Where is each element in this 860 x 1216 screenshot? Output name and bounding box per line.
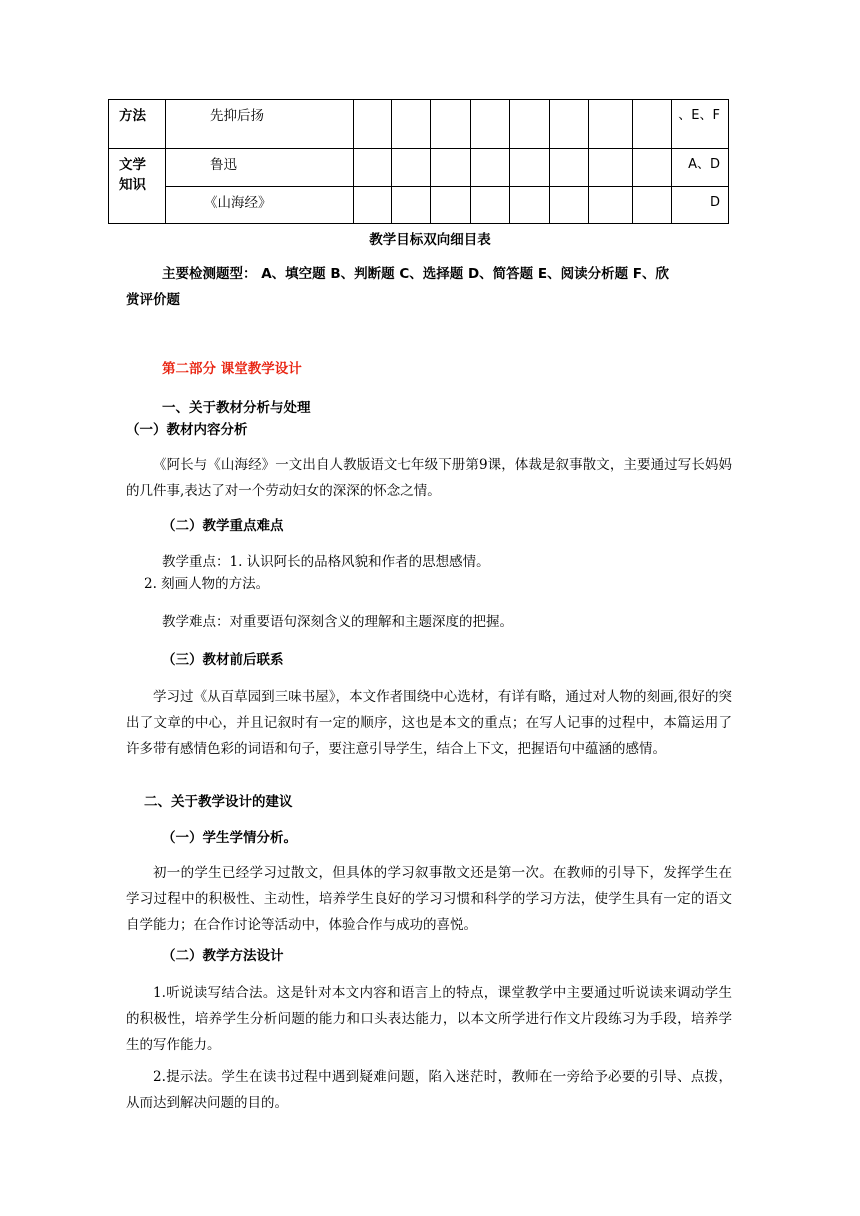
key-point-line: 2. 刻画人物的方法。 [144,576,270,592]
part-two-title: 第二部分 课堂教学设计 [162,361,302,377]
difficulty-line: 教学难点：对重要语句深刻含义的理解和主题深度的把握。 [162,614,513,630]
table-cell-item: 《山海经》 [166,187,354,224]
subsection-title: （三）教材前后联系 [162,652,284,668]
table-cell-types: 、E、F [672,100,729,149]
paragraph: 《阿长与《山海经》一文出自人教版语文七年级下册第9课，体裁是叙事散文，主要通过写长妈妈的几件事,表达了对一个劳动妇女的深深的怀念之情。 [126,457,732,499]
table-row [109,100,729,149]
question-types-line2: 赏评价题 [126,292,180,308]
paragraph: 2.提示法。学生在读书过程中遇到疑难问题，陷入迷茫时，教师在一旁给予必要的引导、点拨，从而达到解决问题的目的。 [126,1069,732,1111]
table-row [109,149,729,187]
subsection-title: （一）学生学情分析。 [162,830,297,846]
table-cell-types: A、D [672,149,729,187]
subsection-title: （二）教学方法设计 [162,948,284,964]
paragraph: 1.听说读写结合法。这是针对本文内容和语言上的特点，课堂教学中主要通过听说读来调动学生的积极性，培养学生分析问题的能力和口头表达能力，以本文所学进行作文片段练习为手段，培养学生的写作能力。 [126,985,732,1053]
objectives-table [108,99,728,223]
table-cell-category: 文学知识 [109,149,166,224]
table-cell-category: 方法 [109,100,166,149]
subsection-title: （一）教材内容分析 [126,422,248,438]
table-cell-item: 先抑后扬 [166,100,354,149]
table-cell-item: 鲁迅 [166,149,354,187]
key-point-line: 教学重点：1. 认识阿长的品格风貌和作者的思想感情。 [162,554,490,570]
table-cell-types: D [672,187,729,224]
table-row [109,187,729,224]
subsection-title: （二）教学重点难点 [162,518,284,534]
section-two-title: 二、关于教学设计的建议 [144,794,293,810]
section-one-title: 一、关于教材分析与处理 [162,400,311,416]
table-caption: 教学目标双向细目表 [369,232,491,248]
paragraph: 初一的学生已经学习过散文，但具体的学习叙事散文还是第一次。在教师的引导下，发挥学生在学习过程中的积极性、主动性，培养学生良好的学习习惯和科学的学习方法，使学生具有一定的语文自学能力；在合作讨论等活动中，体验合作与成功的喜悦。 [126,865,732,933]
question-types-line1: 主要检测题型： A、填空题 B、判断题 C、选择题 D、简答题 E、阅读分析题 F、欣 [162,266,669,282]
paragraph: 学习过《从百草园到三味书屋》，本文作者围绕中心选材，有详有略，通过对人物的刻画,很好的突出了文章的中心，并且记叙时有一定的顺序，这也是本文的重点；在写人记事的过程中，本篇运用了许多带有感情色彩的词语和句子，要注意引导学生，结合上下文，把握语句中蕴涵的感情。 [126,689,732,757]
